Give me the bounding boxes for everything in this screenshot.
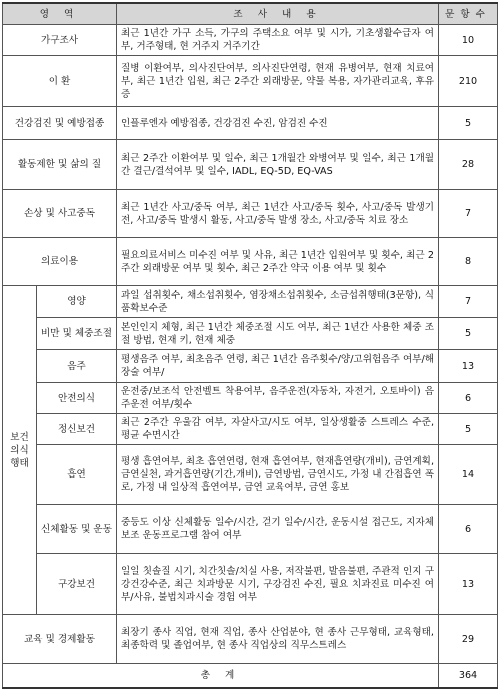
row-count: 5 xyxy=(439,318,498,350)
table-row xyxy=(3,414,498,445)
table-row xyxy=(3,350,498,383)
table-row xyxy=(3,238,498,286)
row-area: 가구조사 xyxy=(3,25,117,56)
table-header-row xyxy=(3,3,498,25)
row-count: 210 xyxy=(439,56,498,107)
row-count: 10 xyxy=(439,25,498,56)
table-row xyxy=(3,190,498,238)
row-count: 6 xyxy=(439,383,498,414)
row-content: 최근 1년간 사고/중독 여부, 최근 1년간 사고/중독 횟수, 사고/중독 발생기전, 사고/중독 발생시 활동, 사고/중독 발생 장소, 사고/중독 치료 장소 xyxy=(117,190,439,238)
table-row xyxy=(3,445,498,505)
row-content: 운전중/보조석 안전벨트 착용여부, 음주운전(자동차, 자전거, 오토바이) 음주운전 여부/횟수 xyxy=(117,383,439,414)
group-label: 보건의식행태 xyxy=(3,286,37,615)
row-count: 28 xyxy=(439,140,498,190)
row-area: 교육 및 경제활동 xyxy=(3,615,117,664)
row-area: 구강보건 xyxy=(37,554,117,615)
row-count: 5 xyxy=(439,107,498,140)
row-count: 5 xyxy=(439,414,498,445)
row-area: 손상 및 사고중독 xyxy=(3,190,117,238)
row-area: 활동제한 및 삶의 질 xyxy=(3,140,117,190)
table-row xyxy=(3,318,498,350)
row-area: 이 환 xyxy=(3,56,117,107)
total-row xyxy=(3,664,498,688)
table-row xyxy=(3,25,498,56)
row-content: 평생음주 여부, 최초음주 연령, 최근 1년간 음주횟수/양/고위험음주 여부/해장술 여부/ xyxy=(117,350,439,383)
row-content: 과일 섭취횟수, 채소섭취횟수, 염장채소섭취횟수, 소금섭취행태(3문항), 식품확보수준 xyxy=(117,286,439,318)
row-content: 필요의료서비스 미수진 여부 및 사유, 최근 1년간 입원여부 및 횟수, 최근 2주간 외래방문 여부 및 횟수, 최근 2주간 약국 이용 여부 및 횟수 xyxy=(117,238,439,286)
row-content: 일일 칫솔질 시기, 치간칫솔/치실 사용, 저작불편, 발음불편, 주관적 인지 구강건강수준, 최근 치과방문 시기, 구강검진 수진, 필요 치과진료 미수진 여부/사유, 불법치과시술 경험 여부 xyxy=(117,554,439,615)
row-area: 건강검진 및 예방접종 xyxy=(3,107,117,140)
table-row xyxy=(3,107,498,140)
header-count: 문항수 xyxy=(439,3,498,25)
row-content: 최장기 종사 직업, 현재 직업, 종사 산업분야, 현 종사 근무형태, 교육형태, 최종학력 및 졸업여부, 현 종사 직업상의 직무스트레스 xyxy=(117,615,439,664)
row-count: 13 xyxy=(439,554,498,615)
row-content: 질병 이환여부, 의사진단여부, 의사진단연령, 현재 유병여부, 현재 치료여부, 최근 1년간 입원, 최근 2주간 외래방문, 약물 복용, 자가관리교육, 후유증 xyxy=(117,56,439,107)
row-area: 안전의식 xyxy=(37,383,117,414)
survey-items-table xyxy=(2,2,498,689)
table-row xyxy=(3,505,498,554)
row-content: 중등도 이상 신체활동 일수/시간, 걷기 일수/시간, 운동시설 접근도, 지자체 보조 운동프로그램 참여 여부 xyxy=(117,505,439,554)
row-count: 13 xyxy=(439,350,498,383)
row-area: 비만 및 체중조절 xyxy=(37,318,117,350)
row-content: 최근 1년간 가구 소득, 가구의 주택소요 여부 및 시가, 기초생활수급자 여부, 거주형태, 현 거주지 거주기간 xyxy=(117,25,439,56)
table-row xyxy=(3,56,498,107)
row-count: 14 xyxy=(439,445,498,505)
row-count: 8 xyxy=(439,238,498,286)
row-count: 6 xyxy=(439,505,498,554)
row-area: 의료이용 xyxy=(3,238,117,286)
row-content: 인플루엔자 예방접종, 건강검진 수진, 암검진 수진 xyxy=(117,107,439,140)
row-count: 29 xyxy=(439,615,498,664)
row-area: 음주 xyxy=(37,350,117,383)
table-row xyxy=(3,140,498,190)
table-row xyxy=(3,615,498,664)
row-area: 신체활동 및 운동 xyxy=(37,505,117,554)
row-area: 정신보건 xyxy=(37,414,117,445)
table-row xyxy=(3,554,498,615)
row-content: 본인인지 체형, 최근 1년간 체중조절 시도 여부, 최근 1년간 사용한 체중 조절 방법, 현재 키, 현재 체중 xyxy=(117,318,439,350)
row-content: 평생 흡연여부, 최초 흡연연령, 현재 흡연여부, 현재흡연량(개비), 금연계획, 금연실천, 과거흡연량(기간,개비), 금연방법, 금연시도, 가정 내 간접흡연 폭로, 가정 내 일상적 흡연여부, 금연 교육여부, 금연 홍보 xyxy=(117,445,439,505)
row-content: 최근 2주간 우울감 여부, 자살사고/시도 여부, 일상생활중 스트레스 수준, 평균 수면시간 xyxy=(117,414,439,445)
row-count: 7 xyxy=(439,286,498,318)
row-count: 7 xyxy=(439,190,498,238)
table-row xyxy=(3,286,498,318)
total-label: 총 계 xyxy=(3,664,439,688)
row-content: 최근 2주간 이환여부 및 일수, 최근 1개월간 와병여부 및 일수, 최근 1개월간 결근/결석여부 및 일수, IADL, EQ-5D, EQ-VAS xyxy=(117,140,439,190)
header-content: 조 사 내 용 xyxy=(117,3,439,25)
table-row xyxy=(3,383,498,414)
row-area: 영양 xyxy=(37,286,117,318)
header-area: 영 역 xyxy=(3,3,117,25)
row-area: 흡연 xyxy=(37,445,117,505)
total-count: 364 xyxy=(439,664,498,688)
